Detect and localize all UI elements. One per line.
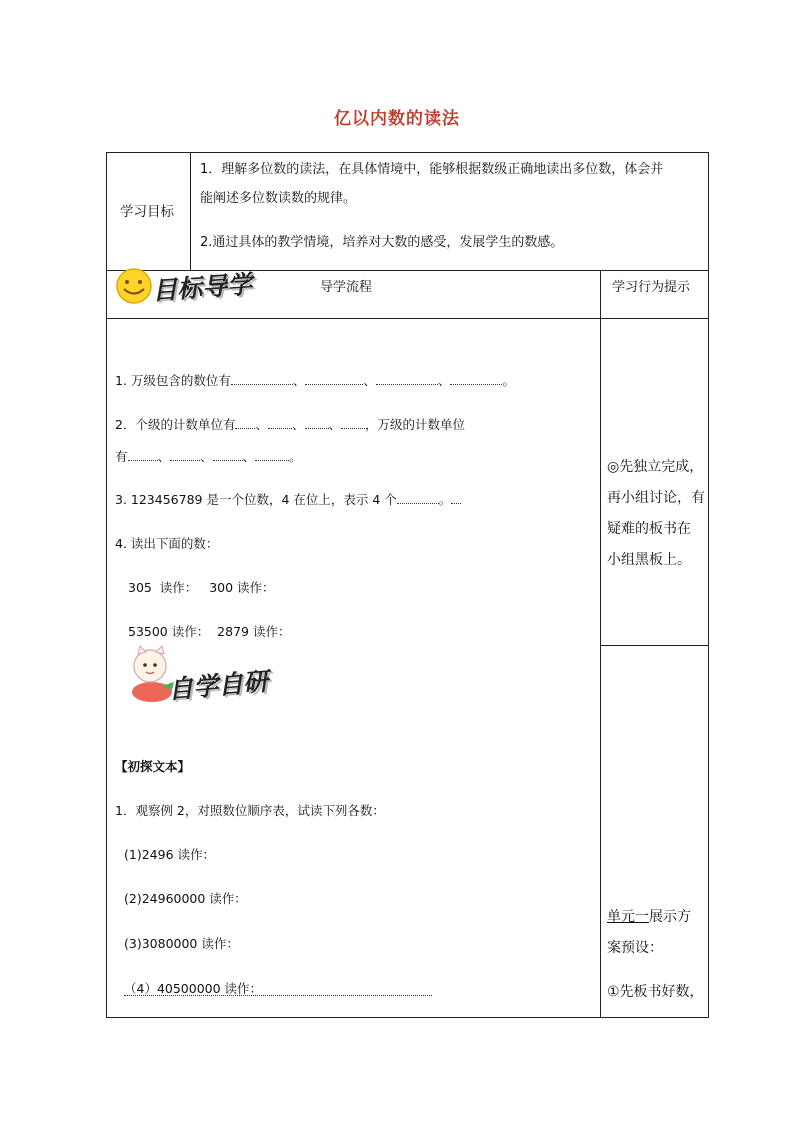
question-4-row-2: 53500 读作： 2879 读作：	[128, 624, 291, 639]
answer-blank[interactable]	[213, 448, 243, 461]
answer-blank[interactable]	[450, 372, 502, 385]
hint-column-divider	[600, 270, 601, 1018]
target-guide-badge	[112, 262, 262, 308]
objective-line-3: 2.通过具体的教学情境，培养对大数的感受，发展学生的数感。	[200, 235, 564, 250]
answer-blank[interactable]	[128, 448, 158, 461]
objectives-label: 学习目标	[120, 204, 174, 220]
separator: 、	[200, 449, 213, 464]
explore-item-3: (3)3080000 读作：	[124, 936, 239, 951]
hint-line-1: ◎先独立完成，	[607, 459, 704, 475]
explore-item-4-blank[interactable]	[124, 995, 432, 997]
separator: 、	[363, 373, 376, 388]
separator: 、	[242, 449, 256, 464]
unit-one-rest: 展示方	[649, 909, 691, 925]
hint-line-2: 再小组讨论，有	[607, 490, 705, 506]
answer-blank[interactable]	[305, 372, 363, 385]
answer-blank[interactable]	[255, 448, 289, 461]
answer-blank[interactable]	[341, 416, 365, 429]
question-2	[115, 416, 465, 433]
unit-one-line-2: 案预设：	[607, 940, 663, 956]
row-divider-2	[106, 318, 709, 319]
self-study-badge-text: 自学自研	[167, 666, 270, 705]
answer-blank[interactable]	[268, 416, 292, 429]
objective-line-1: 1．理解多位数的读法，在具体情境中，能够根据数级正确地读出多位数，体会并	[200, 162, 664, 177]
hint-header: 学习行为提示	[612, 280, 691, 295]
question-2-end: 。	[289, 449, 302, 464]
separator: 、	[437, 373, 451, 388]
question-1-end: 。	[502, 373, 515, 388]
answer-blank[interactable]	[376, 372, 438, 385]
question-3-end: 。	[438, 492, 452, 507]
explore-item-4-text: （4）40500000 读作：	[124, 981, 263, 996]
question-4: 4. 读出下面的数：	[115, 536, 219, 551]
separator: 、	[328, 417, 342, 432]
target-guide-badge-text: 目标导学	[151, 269, 254, 306]
explore-item-1: (1)2496 读作：	[124, 847, 215, 862]
page-title: 亿以内数的读法	[334, 109, 460, 129]
hint-line-4: 小组黑板上。	[607, 552, 691, 568]
answer-blank[interactable]	[305, 416, 329, 429]
objective-line-2: 能阐述多位数读数的规律。	[200, 191, 357, 206]
question-2-line-2-text: 有	[115, 449, 128, 464]
question-3-text: 3. 123456789 是一个位数，4 在位上，表示 4 个	[115, 492, 397, 507]
question-1-text: 1. 万级包含的数位有	[115, 373, 231, 388]
explore-item-2: (2)24960000 读作：	[124, 891, 247, 906]
answer-blank[interactable]	[235, 416, 255, 429]
question-2-text: 2．个级的计数单位有	[115, 417, 236, 432]
separator: 、	[292, 373, 306, 388]
unit-one-underlined: 单元一	[607, 909, 649, 925]
explore-intro: 1．观察例 2，对照数位顺序表，试读下列各数：	[115, 803, 385, 818]
question-2-line-2	[115, 448, 302, 465]
hint-line-3: 疑难的板书在	[607, 521, 691, 537]
hint-cell-divider	[600, 645, 709, 646]
answer-blank[interactable]	[397, 491, 439, 504]
objectives-divider	[190, 152, 191, 270]
answer-blank[interactable]	[231, 372, 293, 385]
question-1	[115, 372, 515, 389]
separator: 、	[255, 417, 268, 432]
question-4-row-1: 305 读作： 300 读作：	[128, 580, 275, 595]
unit-one-label	[607, 902, 691, 933]
explore-heading: 【初探文本】	[115, 759, 191, 774]
answer-blank[interactable]	[170, 448, 200, 461]
unit-one-line-3: ①先板书好数，	[607, 984, 704, 1000]
answer-blank[interactable]	[451, 491, 461, 504]
separator: 、	[291, 417, 305, 432]
separator: 、	[157, 449, 171, 464]
flow-header: 导学流程	[320, 280, 373, 295]
question-2-mid: ，万级的计数单位	[365, 417, 466, 432]
self-study-badge	[118, 642, 278, 706]
question-3	[115, 491, 461, 508]
